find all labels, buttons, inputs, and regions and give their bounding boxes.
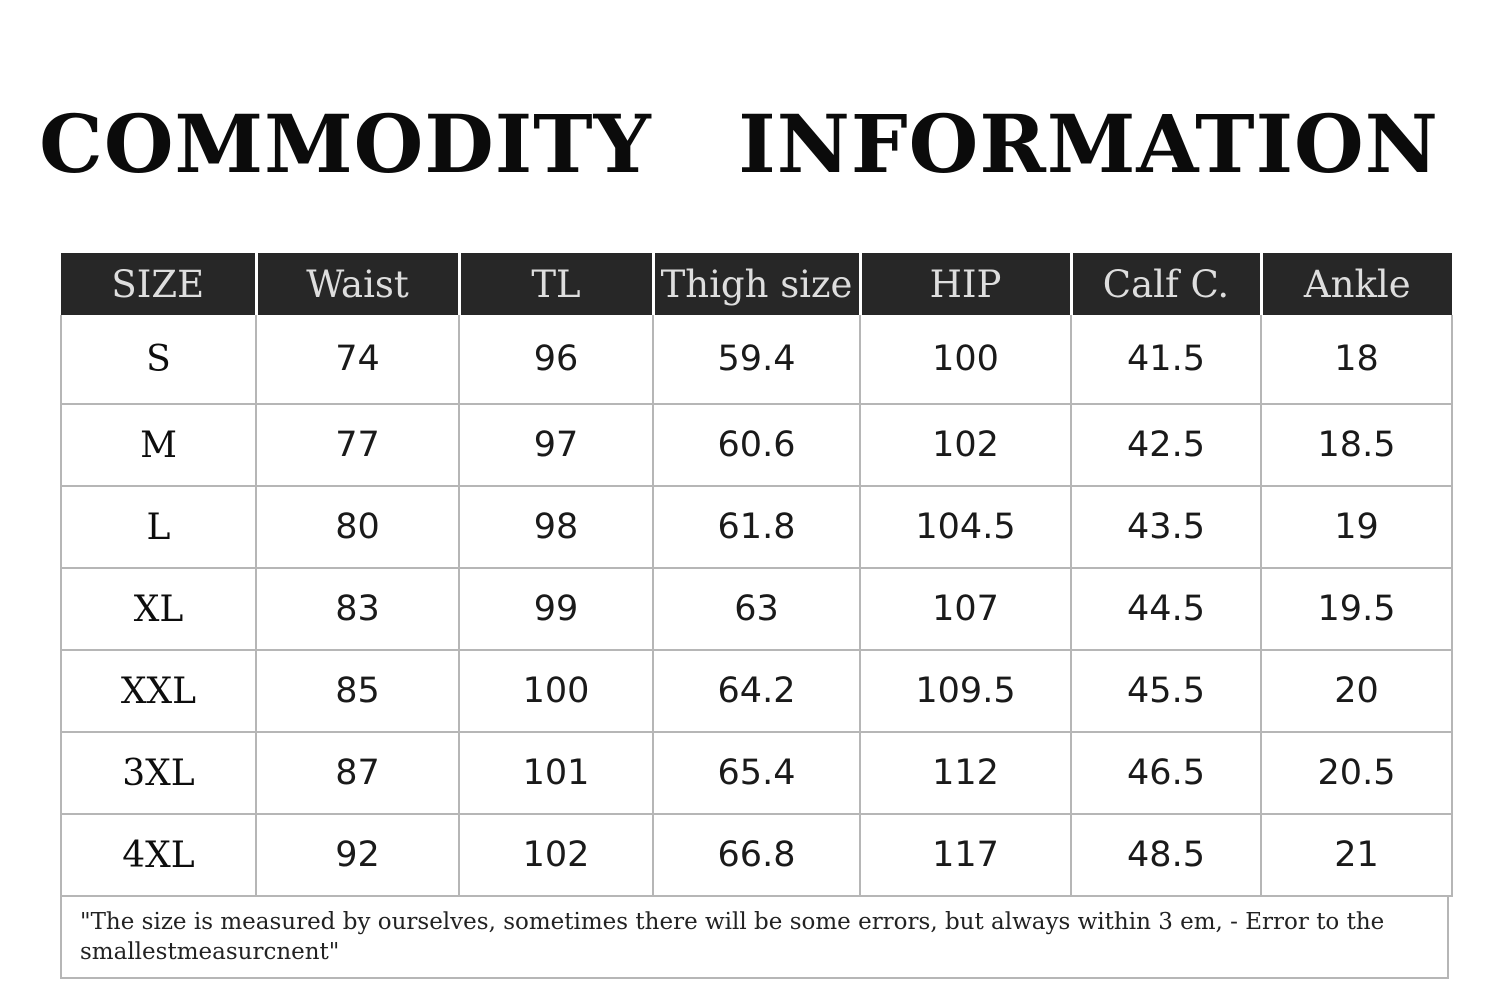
- calf-cell: 46.5: [1071, 732, 1261, 814]
- thigh-size-cell: 59.4: [653, 315, 860, 404]
- thigh-size-cell: 63: [653, 568, 860, 650]
- table-header-row: [61, 253, 1452, 315]
- waist-cell: 83: [256, 568, 459, 650]
- thigh-size-cell: 65.4: [653, 732, 860, 814]
- page-title: COMMODITY INFORMATION: [39, 97, 1439, 191]
- size-chart-table: [60, 253, 1453, 897]
- waist-cell: 74: [256, 315, 459, 404]
- size-label: XL: [61, 568, 256, 650]
- size-label: S: [61, 315, 256, 404]
- calf-cell: 45.5: [1071, 650, 1261, 732]
- column-header-size: SIZE: [61, 253, 256, 315]
- column-header-thigh-size: Thigh size: [653, 253, 860, 315]
- waist-cell: 92: [256, 814, 459, 896]
- calf-cell: 42.5: [1071, 404, 1261, 486]
- waist-cell: 87: [256, 732, 459, 814]
- calf-cell: 48.5: [1071, 814, 1261, 896]
- size-label: M: [61, 404, 256, 486]
- calf-cell: 41.5: [1071, 315, 1261, 404]
- tl-cell: 97: [459, 404, 653, 486]
- tl-cell: 101: [459, 732, 653, 814]
- tl-cell: 96: [459, 315, 653, 404]
- hip-cell: 117: [860, 814, 1071, 896]
- table-row: [61, 486, 1452, 568]
- column-header-ankle: Ankle: [1261, 253, 1452, 315]
- tl-cell: 98: [459, 486, 653, 568]
- ankle-cell: 18.5: [1261, 404, 1452, 486]
- ankle-cell: 20.5: [1261, 732, 1452, 814]
- column-header-tl: TL: [459, 253, 653, 315]
- size-label: 3XL: [61, 732, 256, 814]
- table-row: [61, 732, 1452, 814]
- measurement-note-text: "The size is measured by ourselves, sometimes there will be some errors, but always within 3 em, - Error to the smallestmeasurcnent": [80, 909, 1385, 965]
- ankle-cell: 19.5: [1261, 568, 1452, 650]
- calf-cell: 44.5: [1071, 568, 1261, 650]
- size-label: 4XL: [61, 814, 256, 896]
- thigh-size-cell: 66.8: [653, 814, 860, 896]
- tl-cell: 102: [459, 814, 653, 896]
- table-row: [61, 315, 1452, 404]
- tl-cell: 99: [459, 568, 653, 650]
- thigh-size-cell: 61.8: [653, 486, 860, 568]
- hip-cell: 102: [860, 404, 1071, 486]
- hip-cell: 100: [860, 315, 1071, 404]
- tl-cell: 100: [459, 650, 653, 732]
- size-label: XXL: [61, 650, 256, 732]
- table-row: [61, 404, 1452, 486]
- ankle-cell: 18: [1261, 315, 1452, 404]
- waist-cell: 77: [256, 404, 459, 486]
- hip-cell: 112: [860, 732, 1071, 814]
- column-header-waist: Waist: [256, 253, 459, 315]
- ankle-cell: 21: [1261, 814, 1452, 896]
- thigh-size-cell: 60.6: [653, 404, 860, 486]
- waist-cell: 85: [256, 650, 459, 732]
- table-row: [61, 814, 1452, 896]
- table-row: [61, 568, 1452, 650]
- column-header-hip: HIP: [860, 253, 1071, 315]
- hip-cell: 107: [860, 568, 1071, 650]
- calf-cell: 43.5: [1071, 486, 1261, 568]
- ankle-cell: 20: [1261, 650, 1452, 732]
- measurement-note: [60, 895, 1449, 979]
- column-header-calf: Calf C.: [1071, 253, 1261, 315]
- waist-cell: 80: [256, 486, 459, 568]
- hip-cell: 109.5: [860, 650, 1071, 732]
- size-label: L: [61, 486, 256, 568]
- hip-cell: 104.5: [860, 486, 1071, 568]
- thigh-size-cell: 64.2: [653, 650, 860, 732]
- ankle-cell: 19: [1261, 486, 1452, 568]
- table-row: [61, 650, 1452, 732]
